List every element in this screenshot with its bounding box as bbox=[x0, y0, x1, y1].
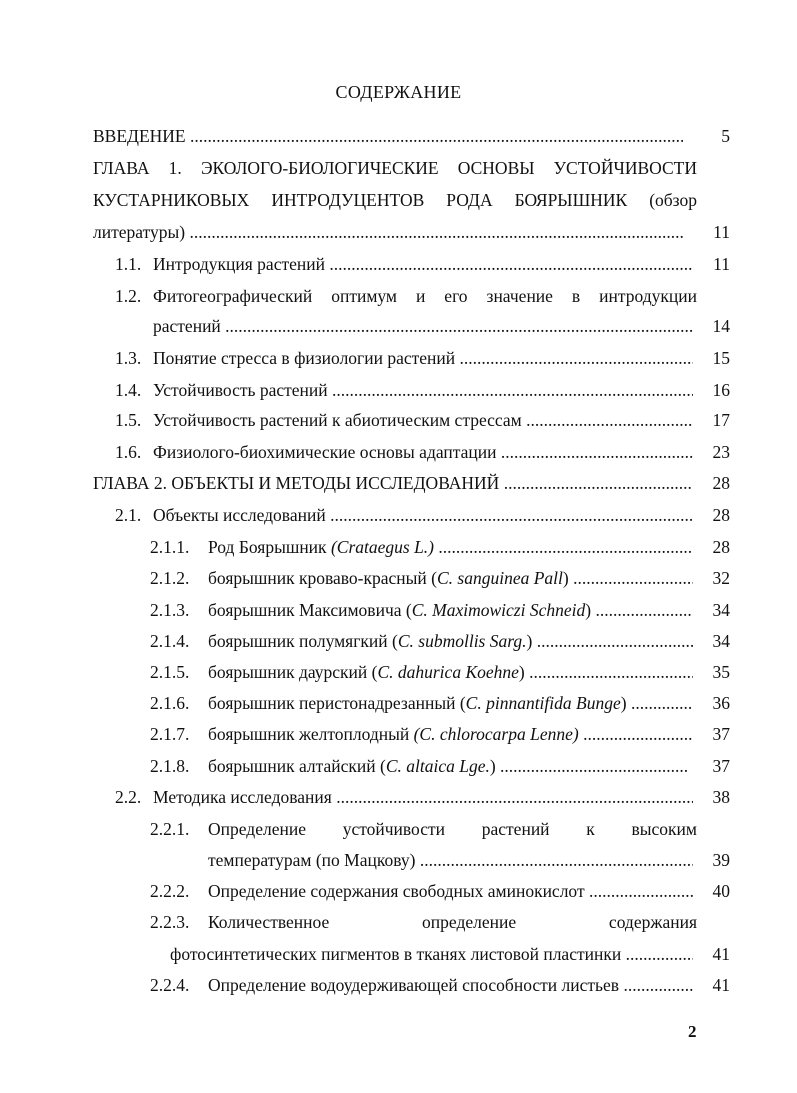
toc-entry-2-2[interactable] bbox=[0, 785, 797, 809]
toc-entry-text: Понятие стресса в физиологии растений ..... bbox=[153, 346, 693, 370]
toc-entry-2-2-1[interactable] bbox=[0, 848, 797, 872]
toc-page-number: 38 bbox=[712, 787, 730, 807]
toc-entry-1-5[interactable] bbox=[0, 408, 797, 432]
toc-entry-text: Устойчивость растений к абиотическим стрессам ..... bbox=[153, 408, 693, 432]
toc-entry-2-1[interactable] bbox=[0, 503, 797, 527]
toc-entry-text: Устойчивость растений ..... bbox=[153, 378, 693, 402]
toc-entry-text: Фитогеографический оптимум и его значение в интродукции bbox=[153, 286, 697, 306]
toc-page-number: 16 bbox=[712, 380, 730, 400]
toc-entry-text: Количественное определение содержания bbox=[208, 912, 697, 932]
toc-entry-2-2-3[interactable] bbox=[0, 942, 797, 966]
toc-section-number: 1.6. bbox=[115, 442, 142, 462]
toc-page-number: 15 bbox=[712, 348, 730, 368]
toc-page-number: 11 bbox=[713, 254, 730, 274]
toc-entry-text: фотосинтетических пигментов в тканях листовой пластинки ..... bbox=[170, 942, 693, 966]
toc-page-number: 5 bbox=[721, 126, 730, 146]
toc-entry-text: Род Боярышник (Crataegus L.) ..... bbox=[208, 535, 693, 559]
toc-page-number: 41 bbox=[712, 975, 730, 995]
toc-page-number: 14 bbox=[712, 316, 730, 336]
toc-section-number: 2.2.2. bbox=[150, 881, 190, 901]
toc-section-number: 2.1.3. bbox=[150, 600, 190, 620]
toc-section-number: 2.2. bbox=[115, 787, 142, 807]
latin-name: C. pinnantifida Bunge bbox=[465, 693, 621, 713]
toc-entry-text: боярышник кроваво-красный (C. sanguinea Pall) ..... bbox=[208, 566, 693, 590]
toc-page-number: 28 bbox=[712, 537, 730, 557]
toc-entry-2-1-3[interactable] bbox=[0, 598, 797, 622]
toc-section-number: 1.5. bbox=[115, 410, 142, 430]
toc-section-number: 1.3. bbox=[115, 348, 142, 368]
toc-entry-intro[interactable] bbox=[0, 124, 797, 148]
latin-name: (C. chlorocarpa Lenne) bbox=[413, 724, 579, 744]
toc-section-number: 2.1. bbox=[115, 505, 142, 525]
toc-entry-2-1-1[interactable] bbox=[0, 535, 797, 559]
toc-page-number: 41 bbox=[712, 944, 730, 964]
latin-name: C. dahurica Koehne bbox=[377, 662, 519, 682]
toc-entry-text: Методика исследования ..... bbox=[153, 785, 693, 809]
toc-section-number: 1.2. bbox=[115, 286, 142, 306]
toc-page-number: 28 bbox=[712, 505, 730, 525]
toc-entry-text: боярышник Максимовича (C. Maximowiczi Schneid) ..... bbox=[208, 598, 693, 622]
toc-page-number: 28 bbox=[712, 473, 730, 493]
toc-page-number: 37 bbox=[712, 756, 730, 776]
toc-chapter-1-line-1[interactable]: ГЛАВА 1. ЭКОЛОГО-БИОЛОГИЧЕСКИЕ ОСНОВЫ УСТОЙЧИВОСТИ bbox=[93, 158, 697, 178]
latin-name: C. submollis Sarg. bbox=[397, 631, 527, 651]
toc-chapter-1-line-2[interactable]: КУСТАРНИКОВЫХ ИНТРОДУЦЕНТОВ РОДА БОЯРЫШНИК (обзор bbox=[93, 190, 697, 210]
toc-entry-1-6[interactable] bbox=[0, 440, 797, 464]
toc-entry-text: боярышник перистонадрезанный (C. pinnantifida Bunge) ..... bbox=[208, 691, 693, 715]
latin-name: C. Maximowiczi Schneid bbox=[411, 600, 586, 620]
toc-entry-2-2-2[interactable] bbox=[0, 879, 797, 903]
toc-entry-1-3[interactable] bbox=[0, 346, 797, 370]
toc-page-number: 34 bbox=[712, 631, 730, 651]
toc-entry-text: боярышник желтоплодный (C. chlorocarpa Lenne) ..... bbox=[208, 722, 693, 746]
toc-section-number: 2.1.6. bbox=[150, 693, 190, 713]
toc-section-number: 1.4. bbox=[115, 380, 142, 400]
latin-name: C. sanguinea Pall bbox=[436, 568, 563, 588]
toc-entry-text: боярышник полумягкий (C. submollis Sarg.) ..... bbox=[208, 629, 693, 653]
toc-entry-text: боярышник алтайский (C. altaica Lge.) ..... bbox=[208, 754, 688, 778]
toc-entry-2-1-8[interactable] bbox=[0, 754, 797, 778]
toc-page-number: 11 bbox=[713, 222, 730, 242]
toc-entry-text: Объекты исследований ..... bbox=[153, 503, 693, 527]
toc-entry-2-2-3-line-1[interactable] bbox=[0, 910, 797, 934]
toc-entry-text: боярышник даурский (C. dahurica Koehne) ..... bbox=[208, 660, 693, 684]
toc-entry-text: Определение устойчивости растений к высоким bbox=[208, 819, 697, 839]
toc-entry-1-4[interactable] bbox=[0, 378, 797, 402]
toc-page-number: 36 bbox=[712, 693, 730, 713]
toc-entry-2-2-4[interactable] bbox=[0, 973, 797, 997]
toc-page-number: 40 bbox=[712, 881, 730, 901]
toc-entry-1-1[interactable] bbox=[0, 252, 797, 276]
toc-page-number: 23 bbox=[712, 442, 730, 462]
toc-page-number: 39 bbox=[712, 850, 730, 870]
latin-name: (Crataegus L.) bbox=[330, 537, 434, 557]
latin-name: C. altaica Lge. bbox=[385, 756, 490, 776]
toc-page-number: 35 bbox=[712, 662, 730, 682]
toc-entry-text: Определение содержания свободных аминокислот ..... bbox=[208, 879, 693, 903]
toc-entry-text: литературы) ..... bbox=[93, 220, 683, 244]
toc-entry-2-1-5[interactable] bbox=[0, 660, 797, 684]
toc-entry-text: ВВЕДЕНИЕ ..... bbox=[93, 124, 683, 148]
toc-section-number: 1.1. bbox=[115, 254, 142, 274]
toc-entry-text: температурам (по Мацкову) ..... bbox=[208, 848, 693, 872]
page-number: 2 bbox=[688, 1022, 697, 1041]
toc-page-number: 17 bbox=[712, 410, 730, 430]
toc-page-number: 37 bbox=[712, 724, 730, 744]
toc-entry-chapter-2[interactable] bbox=[0, 471, 797, 495]
toc-section-number: 2.1.2. bbox=[150, 568, 190, 588]
toc-page-number: 32 bbox=[712, 568, 730, 588]
toc-entry-1-2-line-1[interactable] bbox=[0, 284, 797, 308]
toc-section-number: 2.1.8. bbox=[150, 756, 190, 776]
toc-entry-1-2[interactable] bbox=[0, 314, 797, 338]
toc-entry-text: Интродукция растений ..... bbox=[153, 252, 693, 276]
toc-entry-chapter-1[interactable] bbox=[0, 220, 797, 244]
toc-section-number: 2.2.1. bbox=[150, 819, 190, 839]
toc-entry-text: растений ..... bbox=[153, 314, 693, 338]
toc-entry-2-1-7[interactable] bbox=[0, 722, 797, 746]
toc-section-number: 2.1.5. bbox=[150, 662, 190, 682]
toc-entry-2-2-1-line-1[interactable] bbox=[0, 817, 797, 841]
toc-entry-text: ГЛАВА 2. ОБЪЕКТЫ И МЕТОДЫ ИССЛЕДОВАНИЙ ..... bbox=[93, 471, 693, 495]
toc-page-number: 34 bbox=[712, 600, 730, 620]
toc-entry-text: Физиолого-биохимические основы адаптации ..... bbox=[153, 440, 693, 464]
toc-entry-text: Определение водоудерживающей способности листьев ..... bbox=[208, 973, 693, 997]
toc-section-number: 2.1.4. bbox=[150, 631, 190, 651]
page-title: СОДЕРЖАНИЕ bbox=[335, 82, 462, 102]
toc-entry-2-1-4[interactable] bbox=[0, 629, 797, 653]
toc-section-number: 2.1.1. bbox=[150, 537, 190, 557]
toc-entry-2-1-2[interactable] bbox=[0, 566, 797, 590]
toc-entry-2-1-6[interactable] bbox=[0, 691, 797, 715]
toc-section-number: 2.2.4. bbox=[150, 975, 190, 995]
toc-section-number: 2.1.7. bbox=[150, 724, 190, 744]
toc-section-number: 2.2.3. bbox=[150, 912, 190, 932]
